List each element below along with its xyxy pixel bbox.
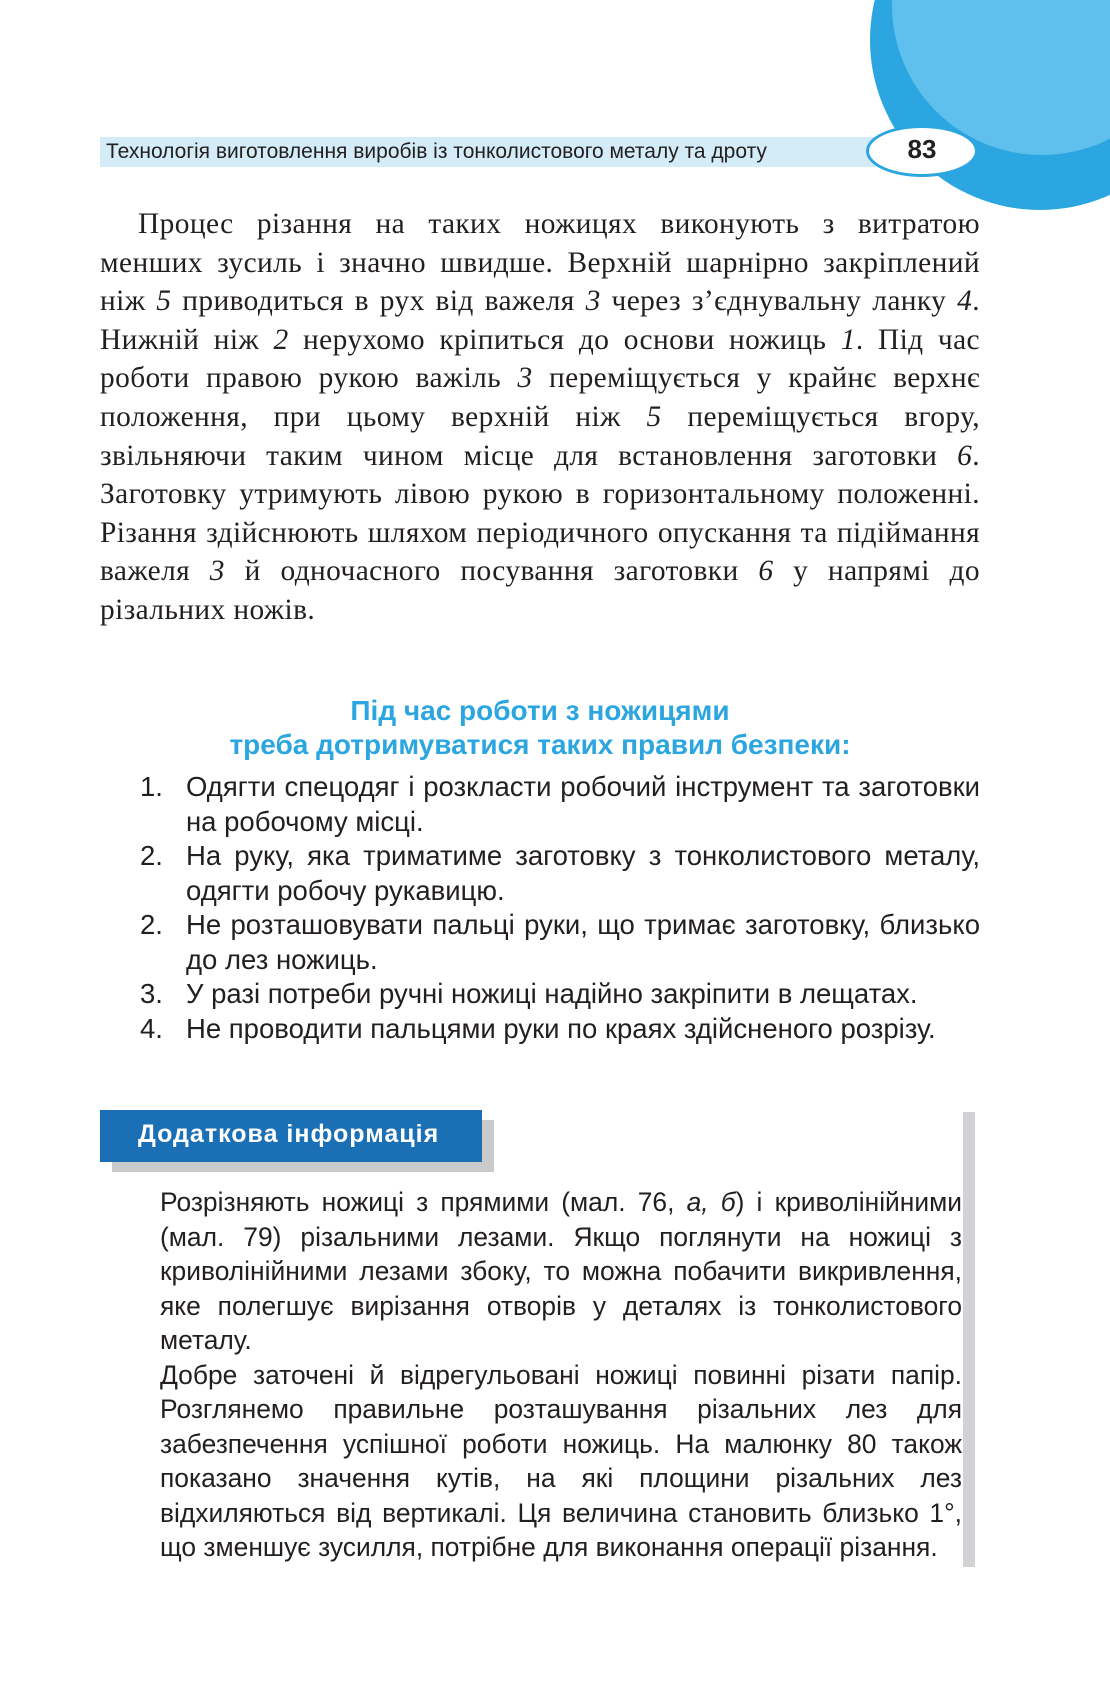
safety-heading — [100, 694, 980, 762]
extra-info-side-rule — [963, 1112, 975, 1567]
main-paragraph-block — [100, 205, 980, 630]
extra-info-body — [160, 1185, 962, 1565]
extra-info-paragraph-2: Добре заточені й відрегульовані ножиці повинні різати папір. Розглянемо правильне розташування різальних лез для забезпечення успішної роботи ножиць. На малюнку 80 також показано значення кутів, на які площини різальних лез відхиляються від вертикалі. Ця величина становить близько 1°, що зменшує зусилля, потрібне для виконання операції різання. — [160, 1359, 962, 1562]
safety-rule-text: Одягти спецодяг і розкласти робочий інструмент та заготовки на робочому місці. — [186, 771, 980, 837]
safety-rule — [140, 977, 980, 1012]
safety-rule-number: 1. — [140, 771, 163, 802]
main-paragraph: Процес різання на таких ножицях виконують з витратою менших зусиль і значно швидше. Верхній шарнірно закріплений ніж 5 приводиться в рух від важеля 3 через з’єднувальну ланку 4. Нижній ніж 2 нерухомо кріпиться до основи ножиць 1. Під час роботи правою рукою важіль 3 переміщується у крайнє верхнє положення, при цьому верхній ніж 5 переміщується вгору, звільняючи таким чином місце для встановлення заготовки 6. Заготовку утримують лівою рукою в горизонтальному положенні. Різання здійснюють шляхом періодичного опускання та підіймання важеля 3 й одночасного посування заготовки 6 у напрямі до різальних ножів. — [100, 208, 980, 626]
safety-heading-line-1: Під час роботи з ножицями — [350, 695, 730, 726]
safety-rule-number: 4. — [140, 1012, 163, 1044]
running-header-title: Технологія виготовлення виробів із тонколистового металу та дроту — [106, 140, 767, 163]
safety-rule-text: Не розташовувати пальці руки, що тримає заготовку, близько до лез ножиць. — [186, 909, 980, 975]
page-number: 83 — [907, 134, 937, 164]
safety-rule — [140, 770, 980, 839]
safety-rule-text: У разі потреби ручні ножиці надійно закріпити в лещатах. — [186, 978, 918, 1009]
extra-info-title: Додаткова інформація — [138, 1120, 440, 1148]
safety-rule-text: На руку, яка триматиме заготовку з тонколистового металу, одягти робочу рукавицю. — [186, 840, 980, 906]
safety-rule — [140, 839, 980, 908]
safety-rule-number: 3. — [140, 978, 163, 1009]
safety-rule-number: 2. — [140, 840, 163, 871]
safety-rule — [140, 908, 980, 977]
safety-rule-number: 2. — [140, 909, 163, 940]
safety-rules-list — [140, 770, 980, 1046]
extra-info-paragraph-1: Розрізняють ножиці з прямими (мал. 76, а, б) і криволінійними (мал. 79) різальними лезами. Якщо поглянути на ножиці з криволінійними лезами збоку, то можна побачити викривлення, яке полегшує вирізання отворів у деталях із тонколистового металу. — [160, 1187, 962, 1355]
safety-rule-text: Не проводити пальцями руки по краях здійсненого розрізу. — [186, 1012, 936, 1044]
safety-heading-line-2: треба дотримуватися таких правил безпеки: — [229, 729, 851, 760]
safety-rule — [140, 1012, 980, 1047]
